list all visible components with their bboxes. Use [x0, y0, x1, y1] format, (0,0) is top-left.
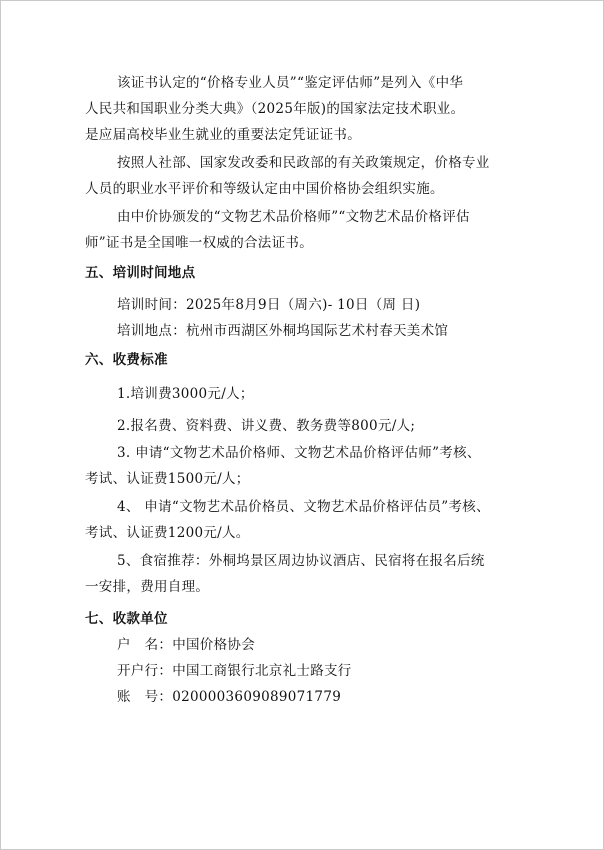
- fee-item-certification-senior-line-1: 3. 申请“文物艺术品价格师、文物艺术品价格评估师”考核、: [117, 445, 481, 461]
- training-time: 培训时间：2025年8月9日（周六)- 10日（周 日): [117, 297, 421, 313]
- payee-account-name: 户 名：中国价格协会: [117, 637, 255, 653]
- fee-item-certification-senior-line-2: 考试、认证费1500元/人；: [85, 471, 250, 487]
- section-heading-payee: 七、收款单位: [85, 611, 168, 627]
- payee-account-number: 账 号：0200003609089071779: [117, 689, 342, 705]
- paragraph-certificate-line-1: 该证书认定的“价格专业人员”“鉴定评估师”是列入《中华: [117, 75, 464, 91]
- training-place: 培训地点：杭州市西湖区外桐坞国际艺术村春天美术馆: [117, 323, 449, 339]
- paragraph-certificate-line-2: 人民共和国职业分类大典》（2025年版)的国家法定技术职业。: [85, 101, 465, 117]
- section-heading-training-time-place: 五、培训时间地点: [85, 265, 196, 281]
- accommodation-line-1: 5、食宿推荐：外桐坞景区周边协议酒店、民宿将在报名后统: [117, 553, 485, 569]
- paragraph-policy-line-2: 人员的职业水平评价和等级认定由中国价格协会组织实施。: [85, 181, 444, 197]
- payee-bank: 开户行：中国工商银行北京礼士路支行: [117, 663, 352, 679]
- paragraph-authority-line-2: 师”证书是全国唯一权威的合法证书。: [85, 235, 314, 251]
- fee-item-certification-junior-line-1: 4、 申请“文物艺术品价格员、文物艺术品价格评估员”考核、: [117, 499, 490, 515]
- accommodation-line-2: 一安排，费用自理。: [85, 579, 210, 595]
- fee-item-registration: 2.报名费、资料费、讲义费、教务费等800元/人;: [117, 418, 416, 434]
- paragraph-policy-line-1: 按照人社部、国家发改委和民政部的有关政策规定，价格专业: [117, 155, 490, 171]
- fee-item-training: 1.培训费3000元/人；: [117, 386, 254, 402]
- fee-item-certification-junior-line-2: 考试、认证费1200元/人。: [85, 525, 250, 541]
- paragraph-authority-line-1: 由中价协颁发的“文物艺术品价格师”“文物艺术品价格评估: [117, 209, 470, 225]
- section-heading-fees: 六、收费标准: [85, 352, 168, 368]
- paragraph-certificate-line-3: 是应届高校毕业生就业的重要法定凭证证书。: [85, 127, 361, 143]
